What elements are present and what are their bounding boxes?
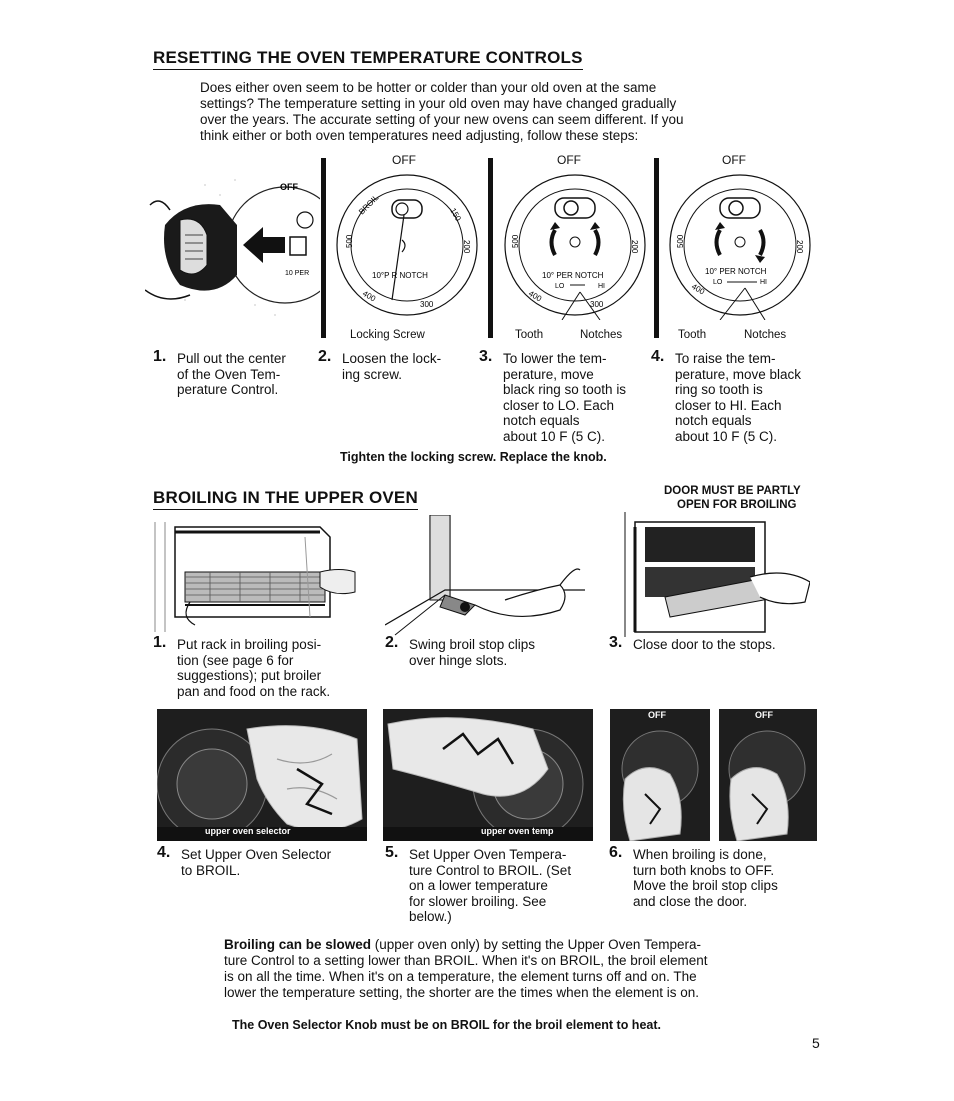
photo-caption-off: OFF bbox=[648, 710, 666, 720]
figure-pull-knob bbox=[145, 165, 320, 325]
step-line: about 10 F (5 C). bbox=[675, 428, 778, 444]
reset-step-2 bbox=[318, 348, 478, 401]
section-heading-resetting: RESETTING THE OVEN TEMPERATURE CONTROLS bbox=[153, 48, 583, 70]
svg-text:10° PER NOTCH: 10° PER NOTCH bbox=[705, 267, 767, 276]
photo-caption: upper oven temp bbox=[481, 826, 554, 836]
step-line: When broiling is done, bbox=[633, 847, 767, 862]
page-number: 5 bbox=[812, 1035, 820, 1051]
svg-text:10 PER: 10 PER bbox=[285, 270, 310, 277]
step-line: Close door to the stops. bbox=[633, 637, 776, 652]
step-line: on a lower temperature bbox=[409, 878, 548, 893]
svg-text:LO: LO bbox=[713, 279, 723, 286]
step-line: to BROIL. bbox=[181, 862, 241, 878]
dial-off-label: OFF bbox=[722, 153, 746, 167]
step-line: and close the door. bbox=[633, 893, 748, 909]
step-number: 4. bbox=[651, 348, 665, 365]
intro-paragraph bbox=[200, 80, 820, 144]
step-line: Loosen the lock- bbox=[342, 351, 442, 366]
reset-step-3 bbox=[479, 348, 649, 451]
slowed-line: is on all the time. When it's on a temperature, the element turns off and on. The bbox=[224, 969, 697, 984]
door-note bbox=[664, 484, 801, 512]
broil-step-5 bbox=[385, 844, 595, 931]
door-note-line: OPEN FOR BROILING bbox=[677, 499, 797, 511]
step-line: closer to LO. Each bbox=[503, 397, 615, 413]
broil-step-1 bbox=[153, 634, 373, 705]
broil-step-3 bbox=[609, 634, 809, 657]
step-number: 2. bbox=[318, 348, 332, 365]
step-number: 5. bbox=[385, 844, 399, 861]
step-number: 1. bbox=[153, 634, 167, 651]
figure-raise-temp-dial bbox=[665, 170, 815, 320]
slowed-line: ture Control to a setting lower than BROIL. When it's on BROIL, the broil element bbox=[224, 953, 708, 968]
step-line: closer to HI. Each bbox=[675, 397, 782, 413]
figure-locking-screw bbox=[332, 170, 482, 320]
slowed-line: lower the temperature setting, the shorter are the times when the element is on. bbox=[224, 985, 699, 1000]
svg-text:200: 200 bbox=[630, 240, 639, 254]
step-number: 3. bbox=[479, 348, 493, 365]
svg-text:500: 500 bbox=[345, 234, 354, 248]
step-line: for slower broiling. See bbox=[409, 893, 547, 909]
svg-text:200: 200 bbox=[462, 240, 471, 254]
intro-line: settings? The temperature setting in your old oven may have changed gradually bbox=[200, 96, 677, 111]
figure-broil-stop-clips bbox=[385, 515, 585, 640]
step-line: pan and food on the rack. bbox=[177, 683, 331, 699]
step-line: over hinge slots. bbox=[409, 652, 508, 668]
slowed-bold-lead: Broiling can be slowed bbox=[224, 937, 372, 952]
photo-knobs-off-left bbox=[610, 709, 710, 841]
step-line: notch equals bbox=[503, 413, 580, 428]
svg-text:LO: LO bbox=[555, 283, 565, 290]
svg-text:400: 400 bbox=[361, 288, 378, 304]
step-line: Put rack in broiling posi- bbox=[177, 637, 322, 652]
step-line: of the Oven Tem- bbox=[177, 366, 281, 382]
step-number: 3. bbox=[609, 634, 623, 651]
intro-line: think either or both oven temperatures need adjusting, follow these steps: bbox=[200, 128, 639, 143]
step-line: Set Upper Oven Tempera- bbox=[409, 847, 567, 862]
svg-text:300: 300 bbox=[590, 300, 604, 309]
step-line: Pull out the center bbox=[177, 351, 286, 366]
step-number: 4. bbox=[157, 844, 171, 861]
dial-off-label: OFF bbox=[392, 153, 416, 167]
step-line: black ring so tooth is bbox=[503, 382, 627, 397]
door-note-line: DOOR MUST BE PARTLY bbox=[664, 485, 801, 497]
step-line: notch equals bbox=[675, 413, 752, 428]
photo-upper-oven-temp bbox=[383, 709, 593, 841]
svg-text:500: 500 bbox=[511, 234, 520, 248]
svg-text:300: 300 bbox=[420, 300, 434, 309]
svg-text:OFF: OFF bbox=[280, 182, 298, 192]
tooth-label: Tooth bbox=[678, 329, 707, 341]
section-heading-broiling: BROILING IN THE UPPER OVEN bbox=[153, 488, 418, 510]
step-number: 6. bbox=[609, 844, 623, 861]
broil-step-4 bbox=[157, 844, 367, 881]
step-line: perature, move bbox=[503, 366, 594, 382]
step-line: perature Control. bbox=[177, 382, 279, 397]
notches-label: Notches bbox=[580, 329, 623, 341]
step-line: ture Control to BROIL. (Set bbox=[409, 862, 572, 878]
step-line: below.) bbox=[409, 909, 452, 924]
broil-step-6 bbox=[609, 844, 819, 913]
selector-note: The Oven Selector Knob must be on BROIL for the broil element to heat. bbox=[232, 1018, 661, 1032]
notches-label: Notches bbox=[744, 329, 787, 341]
figure-lower-temp-dial bbox=[500, 170, 650, 320]
photo-knobs-off-right bbox=[719, 709, 817, 841]
reset-step-1 bbox=[153, 348, 313, 421]
step-number: 2. bbox=[385, 634, 399, 651]
svg-text:HI: HI bbox=[598, 283, 605, 290]
svg-text:500: 500 bbox=[676, 234, 685, 248]
figure-door-stops bbox=[610, 512, 810, 637]
reset-step-4 bbox=[651, 348, 831, 451]
svg-text:HI: HI bbox=[760, 279, 767, 286]
photo-upper-oven-selector bbox=[157, 709, 367, 841]
step-line: ring so tooth is bbox=[675, 382, 763, 397]
slowed-line: (upper oven only) by setting the Upper Oven Tempera- bbox=[371, 937, 701, 952]
locking-screw-label: Locking Screw bbox=[350, 329, 425, 341]
divider-bar bbox=[321, 158, 326, 338]
svg-text:200: 200 bbox=[795, 240, 804, 254]
svg-text:400: 400 bbox=[690, 281, 707, 297]
step-line: ing screw. bbox=[342, 366, 403, 382]
svg-text:10°P R NOTCH: 10°P R NOTCH bbox=[372, 271, 428, 280]
tighten-note: Tighten the locking screw. Replace the knob. bbox=[340, 450, 607, 464]
step-line: about 10 F (5 C). bbox=[503, 428, 606, 444]
photo-caption-off: OFF bbox=[755, 710, 773, 720]
svg-text:10° PER NOTCH: 10° PER NOTCH bbox=[542, 271, 604, 280]
step-line: Move the broil stop clips bbox=[633, 878, 778, 893]
svg-text:400: 400 bbox=[527, 288, 544, 304]
step-line: perature, move black bbox=[675, 366, 802, 382]
figure-rack-position bbox=[150, 517, 360, 637]
intro-line: Does either oven seem to be hotter or colder than your old oven at the same bbox=[200, 80, 657, 95]
broiling-slowed-paragraph bbox=[224, 937, 784, 1001]
divider-bar bbox=[488, 158, 493, 338]
photo-caption: upper oven selector bbox=[205, 826, 291, 836]
step-line: tion (see page 6 for bbox=[177, 652, 294, 668]
intro-line: over the years. The accurate setting of your new ovens can seem different. If you bbox=[200, 112, 684, 127]
svg-text:BROIL: BROIL bbox=[357, 193, 381, 217]
step-line: To raise the tem- bbox=[675, 351, 776, 366]
step-line: Swing broil stop clips bbox=[409, 637, 536, 652]
step-line: To lower the tem- bbox=[503, 351, 607, 366]
tooth-label: Tooth bbox=[515, 329, 544, 341]
svg-text:150: 150 bbox=[448, 206, 463, 223]
divider-bar bbox=[654, 158, 659, 338]
step-line: turn both knobs to OFF. bbox=[633, 862, 775, 878]
broil-step-2 bbox=[385, 634, 585, 673]
dial-off-label: OFF bbox=[557, 153, 581, 167]
step-line: Set Upper Oven Selector bbox=[181, 847, 332, 862]
step-number: 1. bbox=[153, 348, 167, 365]
step-line: suggestions); put broiler bbox=[177, 668, 322, 683]
